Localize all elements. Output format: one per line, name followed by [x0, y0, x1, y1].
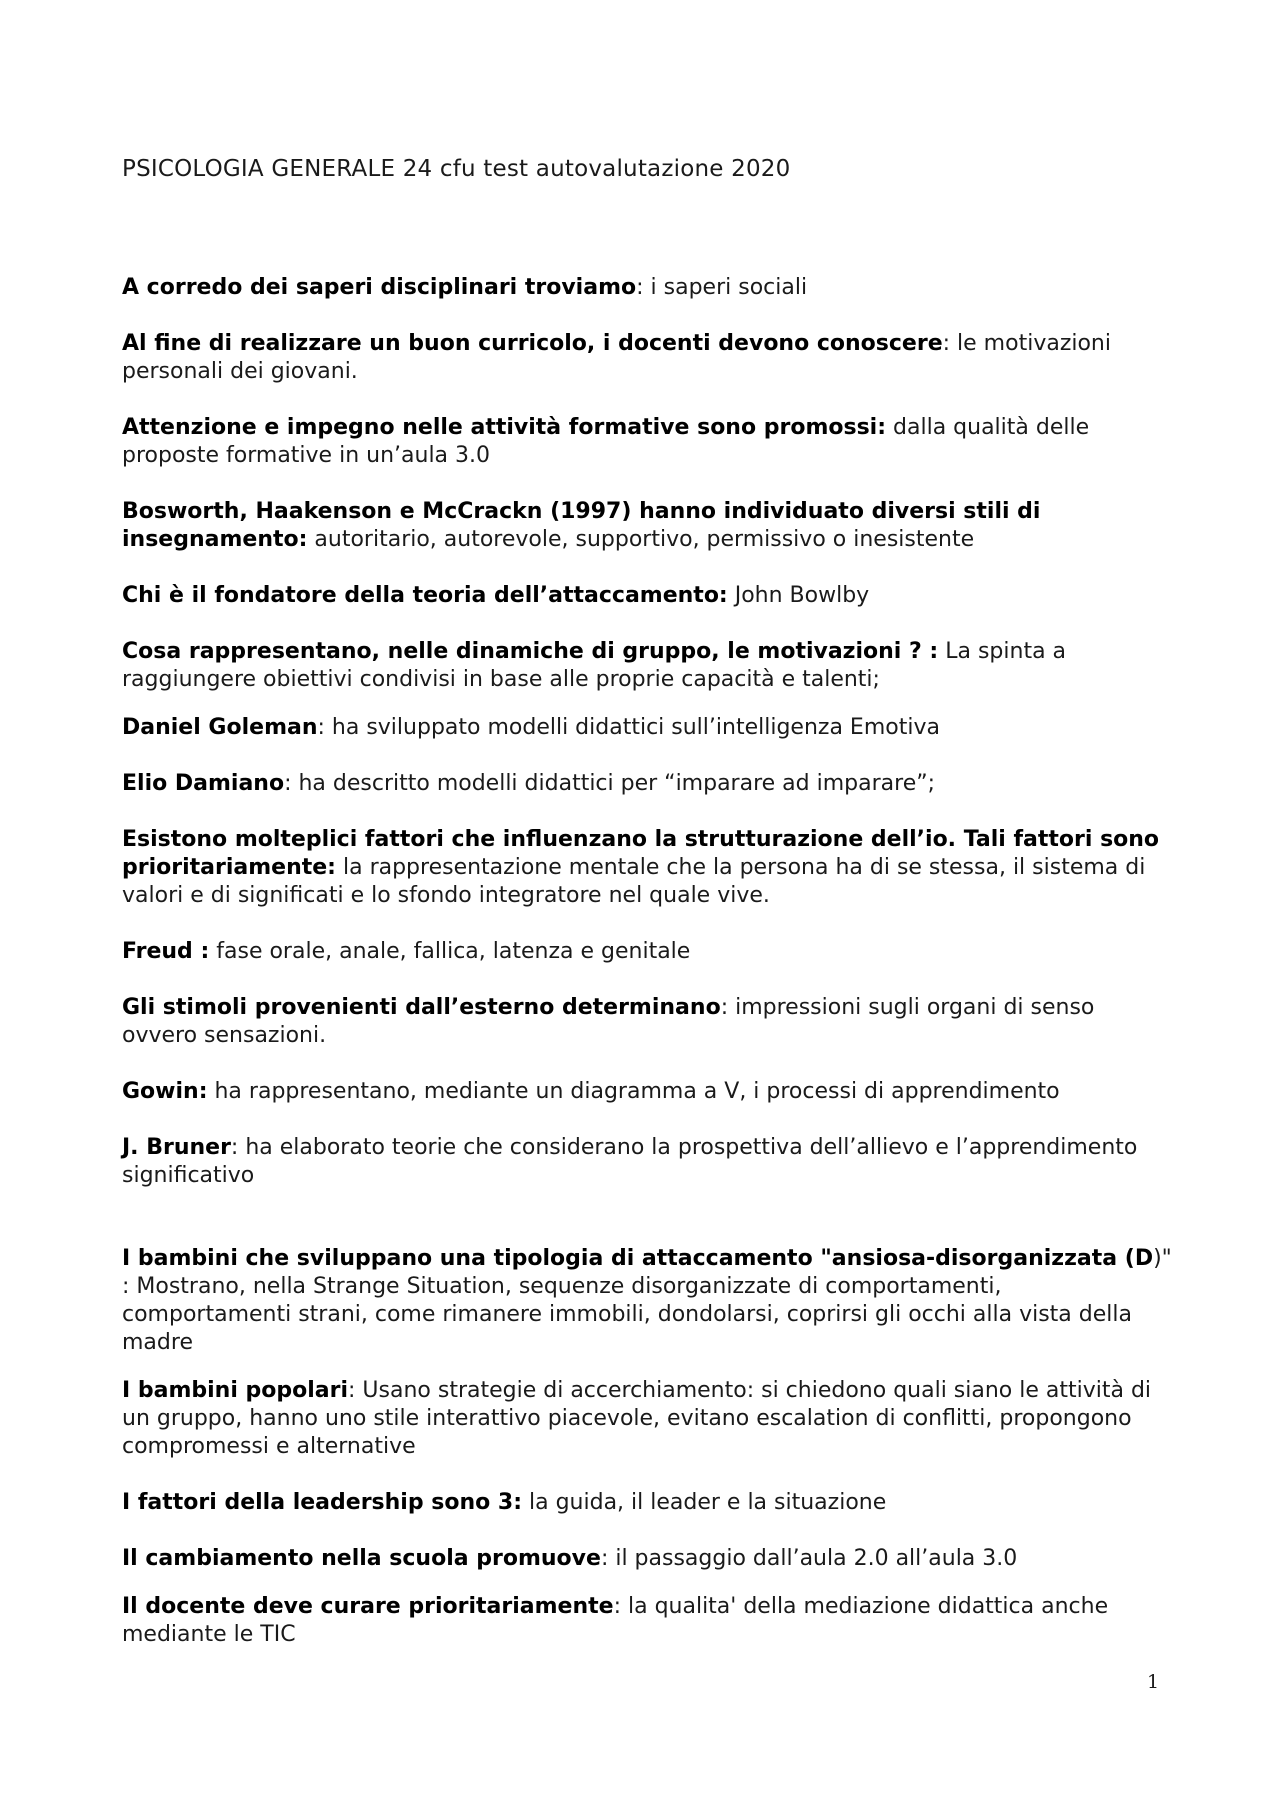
qa-entry: [122, 1545, 1172, 1573]
answer-text: dalla qualità delle proposte formative in un’aula 3.0: [122, 415, 1090, 468]
qa-entry: [122, 638, 1172, 694]
qa-entry: [122, 1377, 1172, 1461]
qa-entry: [122, 498, 1172, 554]
question-text: Cosa rappresentano, nelle dinamiche di gruppo, le motivazioni ? :: [122, 639, 939, 664]
document-body: [122, 274, 1172, 1649]
answer-text: la guida, il leader e la situazione: [522, 1490, 887, 1515]
answer-text: : le motivazioni personali dei giovani.: [122, 331, 1111, 384]
question-text: I bambini popolari: [122, 1378, 349, 1403]
answer-text: : la qualita' della mediazione didattica anche mediante le TIC: [122, 1594, 1109, 1647]
question-text: Al fine di realizzare un buon curricolo, i docenti devono conoscere: [122, 331, 943, 356]
qa-entry: [122, 274, 1172, 302]
qa-entry: [122, 582, 1172, 610]
question-text: Chi è il fondatore della teoria dell’attaccamento:: [122, 583, 728, 608]
answer-text: la rappresentazione mentale che la persona ha di se stessa, il sistema di valori e di significati e lo sfondo integratore nel quale vive.: [122, 855, 1146, 908]
answer-text: ha rappresentano, mediante un diagramma a V, i processi di apprendimento: [207, 1079, 1060, 1104]
qa-entry: [122, 938, 1172, 966]
question-text: Il cambiamento nella scuola promuove: [122, 1546, 601, 1571]
qa-entry: [122, 1593, 1172, 1649]
answer-text: : il passaggio dall’aula 2.0 all’aula 3.0: [600, 1546, 1018, 1571]
qa-entry: [122, 330, 1172, 386]
page-number: 1: [1147, 1671, 1160, 1693]
qa-entry: [122, 414, 1172, 470]
question-text: Il docente deve curare prioritariamente: [122, 1594, 614, 1619]
question-text: Bosworth, Haakenson e McCrackn (1997) hanno individuato diversi stili di insegnamento:: [122, 499, 1041, 552]
answer-text: : Usano strategie di accerchiamento: si chiedono quali siano le attività di un gruppo, hanno uno stile interattivo piacevole, evitano escalation di conflitti, propongono compromessi e alternative: [122, 1378, 1152, 1459]
question-text: I bambini che sviluppano una tipologia di attaccamento "ansiosa-disorganizzata (D: [122, 1246, 1154, 1271]
document-title: PSICOLOGIA GENERALE 24 cfu test autovalutazione 2020: [122, 156, 791, 182]
qa-entry: [122, 994, 1172, 1050]
question-text: A corredo dei saperi disciplinari troviamo: [122, 275, 637, 300]
question-text: Attenzione e impegno nelle attività formative sono promossi:: [122, 415, 887, 440]
answer-text: : ha sviluppato modelli didattici sull’intelligenza Emotiva: [317, 715, 940, 740]
question-text: Gowin:: [122, 1079, 208, 1104]
qa-entry: [122, 714, 1172, 742]
qa-entry: [122, 1245, 1172, 1357]
qa-entry: [122, 1134, 1172, 1190]
answer-text: : ha elaborato teorie che considerano la prospettiva dell’allievo e l’apprendimento significativo: [122, 1135, 1138, 1188]
question-text: Elio Damiano: [122, 771, 285, 796]
qa-entry: [122, 1078, 1172, 1106]
question-text: Freud :: [122, 939, 210, 964]
question-text: Esistono molteplici fattori che influenzano la strutturazione dell’io. Tali fattori sono prioritariamente:: [122, 827, 1160, 880]
answer-text: fase orale, anale, fallica, latenza e genitale: [209, 939, 691, 964]
question-text: Daniel Goleman: [122, 715, 318, 740]
answer-text: La spinta a raggiungere obiettivi condivisi in base alle proprie capacità e talenti;: [122, 639, 1067, 692]
qa-entry: [122, 826, 1172, 910]
question-text: J. Bruner: [122, 1135, 231, 1160]
answer-text: )" : Mostrano, nella Strange Situation, sequenze disorganizzate di comportamenti, comportamenti strani, come rimanere immobili, dondolarsi, coprirsi gli occhi alla vista della madre: [122, 1246, 1172, 1355]
answer-text: : i saperi sociali: [636, 275, 808, 300]
answer-text: : impressioni sugli organi di senso ovvero sensazioni.: [122, 995, 1095, 1048]
answer-text: : ha descritto modelli didattici per “imparare ad imparare”;: [284, 771, 936, 796]
qa-entry: [122, 1489, 1172, 1517]
answer-text: autoritario, autorevole, supportivo, permissivo o inesistente: [307, 527, 975, 552]
qa-entry: [122, 770, 1172, 798]
question-text: Gli stimoli provenienti dall’esterno determinano: [122, 995, 721, 1020]
question-text: I fattori della leadership sono 3:: [122, 1490, 522, 1515]
answer-text: John Bowlby: [727, 583, 870, 608]
